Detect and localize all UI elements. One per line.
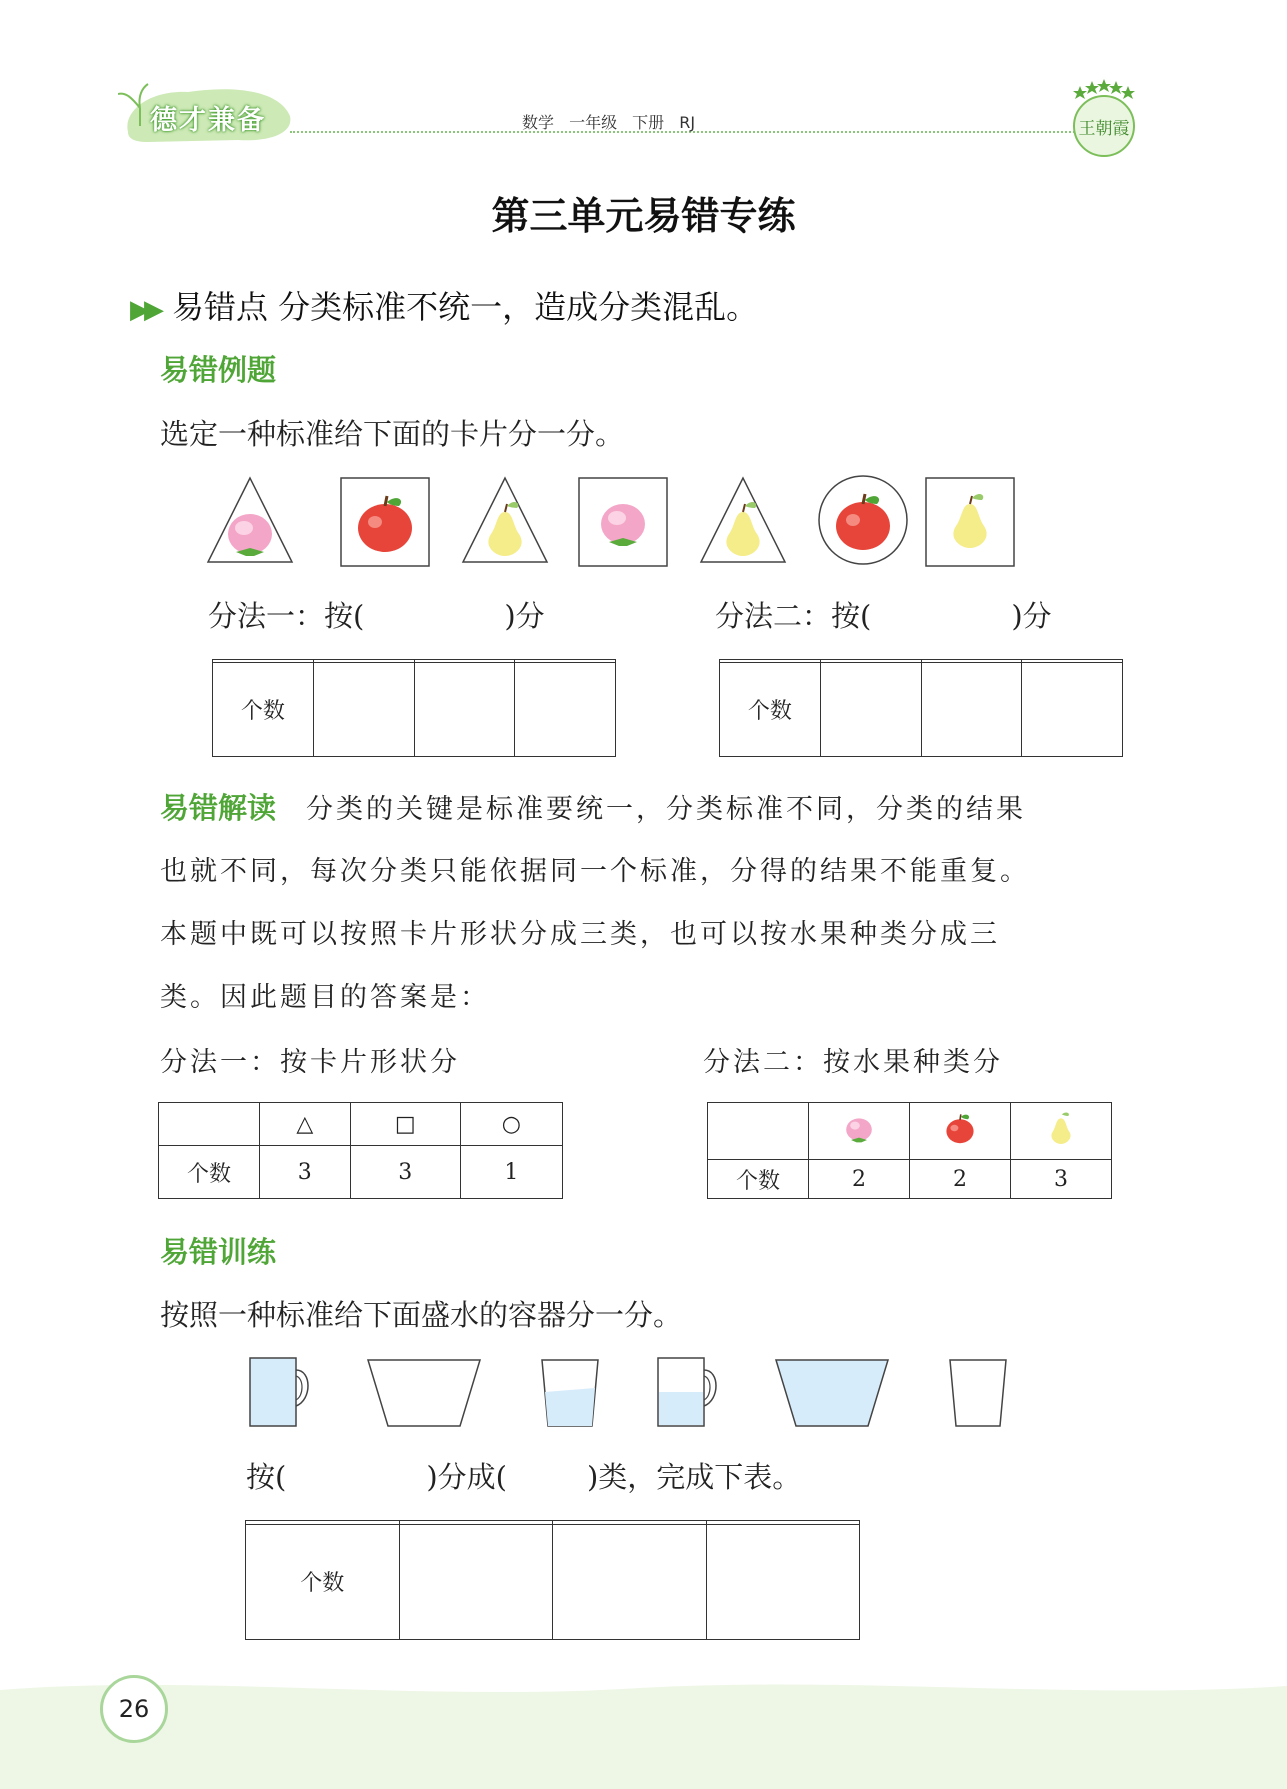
- count-label: 个数: [159, 1146, 260, 1199]
- explanation-line-2: 也就不同，每次分类只能依据同一个标准，分得的结果不能重复。: [160, 856, 1030, 887]
- pear-icon: [1011, 1103, 1112, 1160]
- method1-prompt: 分法一：按( )分: [208, 599, 545, 633]
- bowl-empty: [368, 1360, 480, 1426]
- count-peach: 2: [809, 1160, 910, 1199]
- count-pear: 3: [1011, 1160, 1112, 1199]
- blank-cell[interactable]: [414, 662, 515, 756]
- card-square-apple: [341, 478, 429, 566]
- blank-cell[interactable]: [313, 662, 414, 756]
- method1-table: [212, 659, 616, 757]
- explanation-line-4: 类。因此题目的答案是：: [160, 982, 490, 1013]
- section-heading: [130, 282, 758, 328]
- double-arrow-icon: ▶▶: [130, 295, 158, 325]
- count-circle: 1: [460, 1146, 562, 1199]
- blank-cell[interactable]: [515, 662, 616, 756]
- peach-icon: [809, 1103, 910, 1160]
- method2-prompt: 分法二：按( )分: [715, 599, 1052, 633]
- mug-half: [658, 1358, 716, 1426]
- explanation-line-3: 本题中既可以按照卡片形状分成三类，也可以按水果种类分成三: [160, 919, 1000, 950]
- blank-cell[interactable]: [553, 1524, 707, 1639]
- triangle-symbol: △: [260, 1103, 351, 1146]
- answer2-label: 分法二：按水果种类分: [703, 1047, 1003, 1078]
- count-apple: 2: [910, 1160, 1011, 1199]
- count-label: 个数: [213, 662, 314, 756]
- bowl-full: [776, 1360, 888, 1426]
- card-square-peach: [579, 478, 667, 566]
- page-title: 第三单元易错专练: [491, 194, 796, 238]
- practice-label: 易错训练: [160, 1235, 277, 1269]
- circle-symbol: ○: [460, 1103, 562, 1146]
- author-seal: [1068, 78, 1140, 162]
- answer2-table: [707, 1102, 1112, 1199]
- cup-half: [542, 1360, 598, 1426]
- card-circle-apple: [819, 476, 907, 564]
- example-question: 选定一种标准给下面的卡片分一分。: [160, 417, 625, 451]
- count-label: 个数: [246, 1524, 400, 1639]
- method2-table: [719, 659, 1123, 757]
- card-row: [200, 470, 1030, 570]
- count-label: 个数: [720, 662, 821, 756]
- card-square-pear: [926, 478, 1014, 566]
- svg-text:王朝霞: 王朝霞: [1078, 119, 1130, 139]
- blank-cell[interactable]: [706, 1524, 860, 1639]
- answer1-table: [158, 1102, 563, 1199]
- practice-question: 按照一种标准给下面盛水的容器分一分。: [160, 1298, 683, 1332]
- count-label: 个数: [708, 1160, 809, 1199]
- apple-icon: [910, 1103, 1011, 1160]
- card-triangle-peach: [208, 478, 292, 562]
- blank-cell[interactable]: [820, 662, 921, 756]
- cup-empty: [950, 1360, 1006, 1426]
- book-info: 数学 一年级 下册 RJ: [522, 113, 696, 132]
- example-label: 易错例题: [160, 353, 277, 387]
- explanation-line-1: 分类的关键是标准要统一，分类标准不同，分类的结果: [306, 794, 1027, 825]
- blank-cell[interactable]: [1022, 662, 1123, 756]
- explanation-block: [160, 786, 1140, 1038]
- page-number: 26: [100, 1675, 168, 1743]
- mug-full: [250, 1358, 308, 1426]
- section-heading-text: 易错点 分类标准不统一，造成分类混乱。: [172, 288, 759, 326]
- answer1-label: 分法一：按卡片形状分: [160, 1047, 460, 1078]
- square-symbol: □: [350, 1103, 460, 1146]
- footer-wave: [0, 1680, 1287, 1789]
- practice-fill-prompt: 按( )分成( )类，完成下表。: [246, 1460, 802, 1494]
- count-triangle: 3: [260, 1146, 351, 1199]
- blank-cell[interactable]: [921, 662, 1022, 756]
- count-square: 3: [350, 1146, 460, 1199]
- logo-text: 德才兼备: [150, 105, 266, 136]
- practice-table: [245, 1520, 860, 1640]
- container-row: [240, 1350, 1020, 1430]
- card-triangle-pear: [701, 478, 785, 562]
- explanation-label: 易错解读: [160, 791, 277, 825]
- card-triangle-pear: [463, 478, 547, 562]
- blank-cell[interactable]: [399, 1524, 553, 1639]
